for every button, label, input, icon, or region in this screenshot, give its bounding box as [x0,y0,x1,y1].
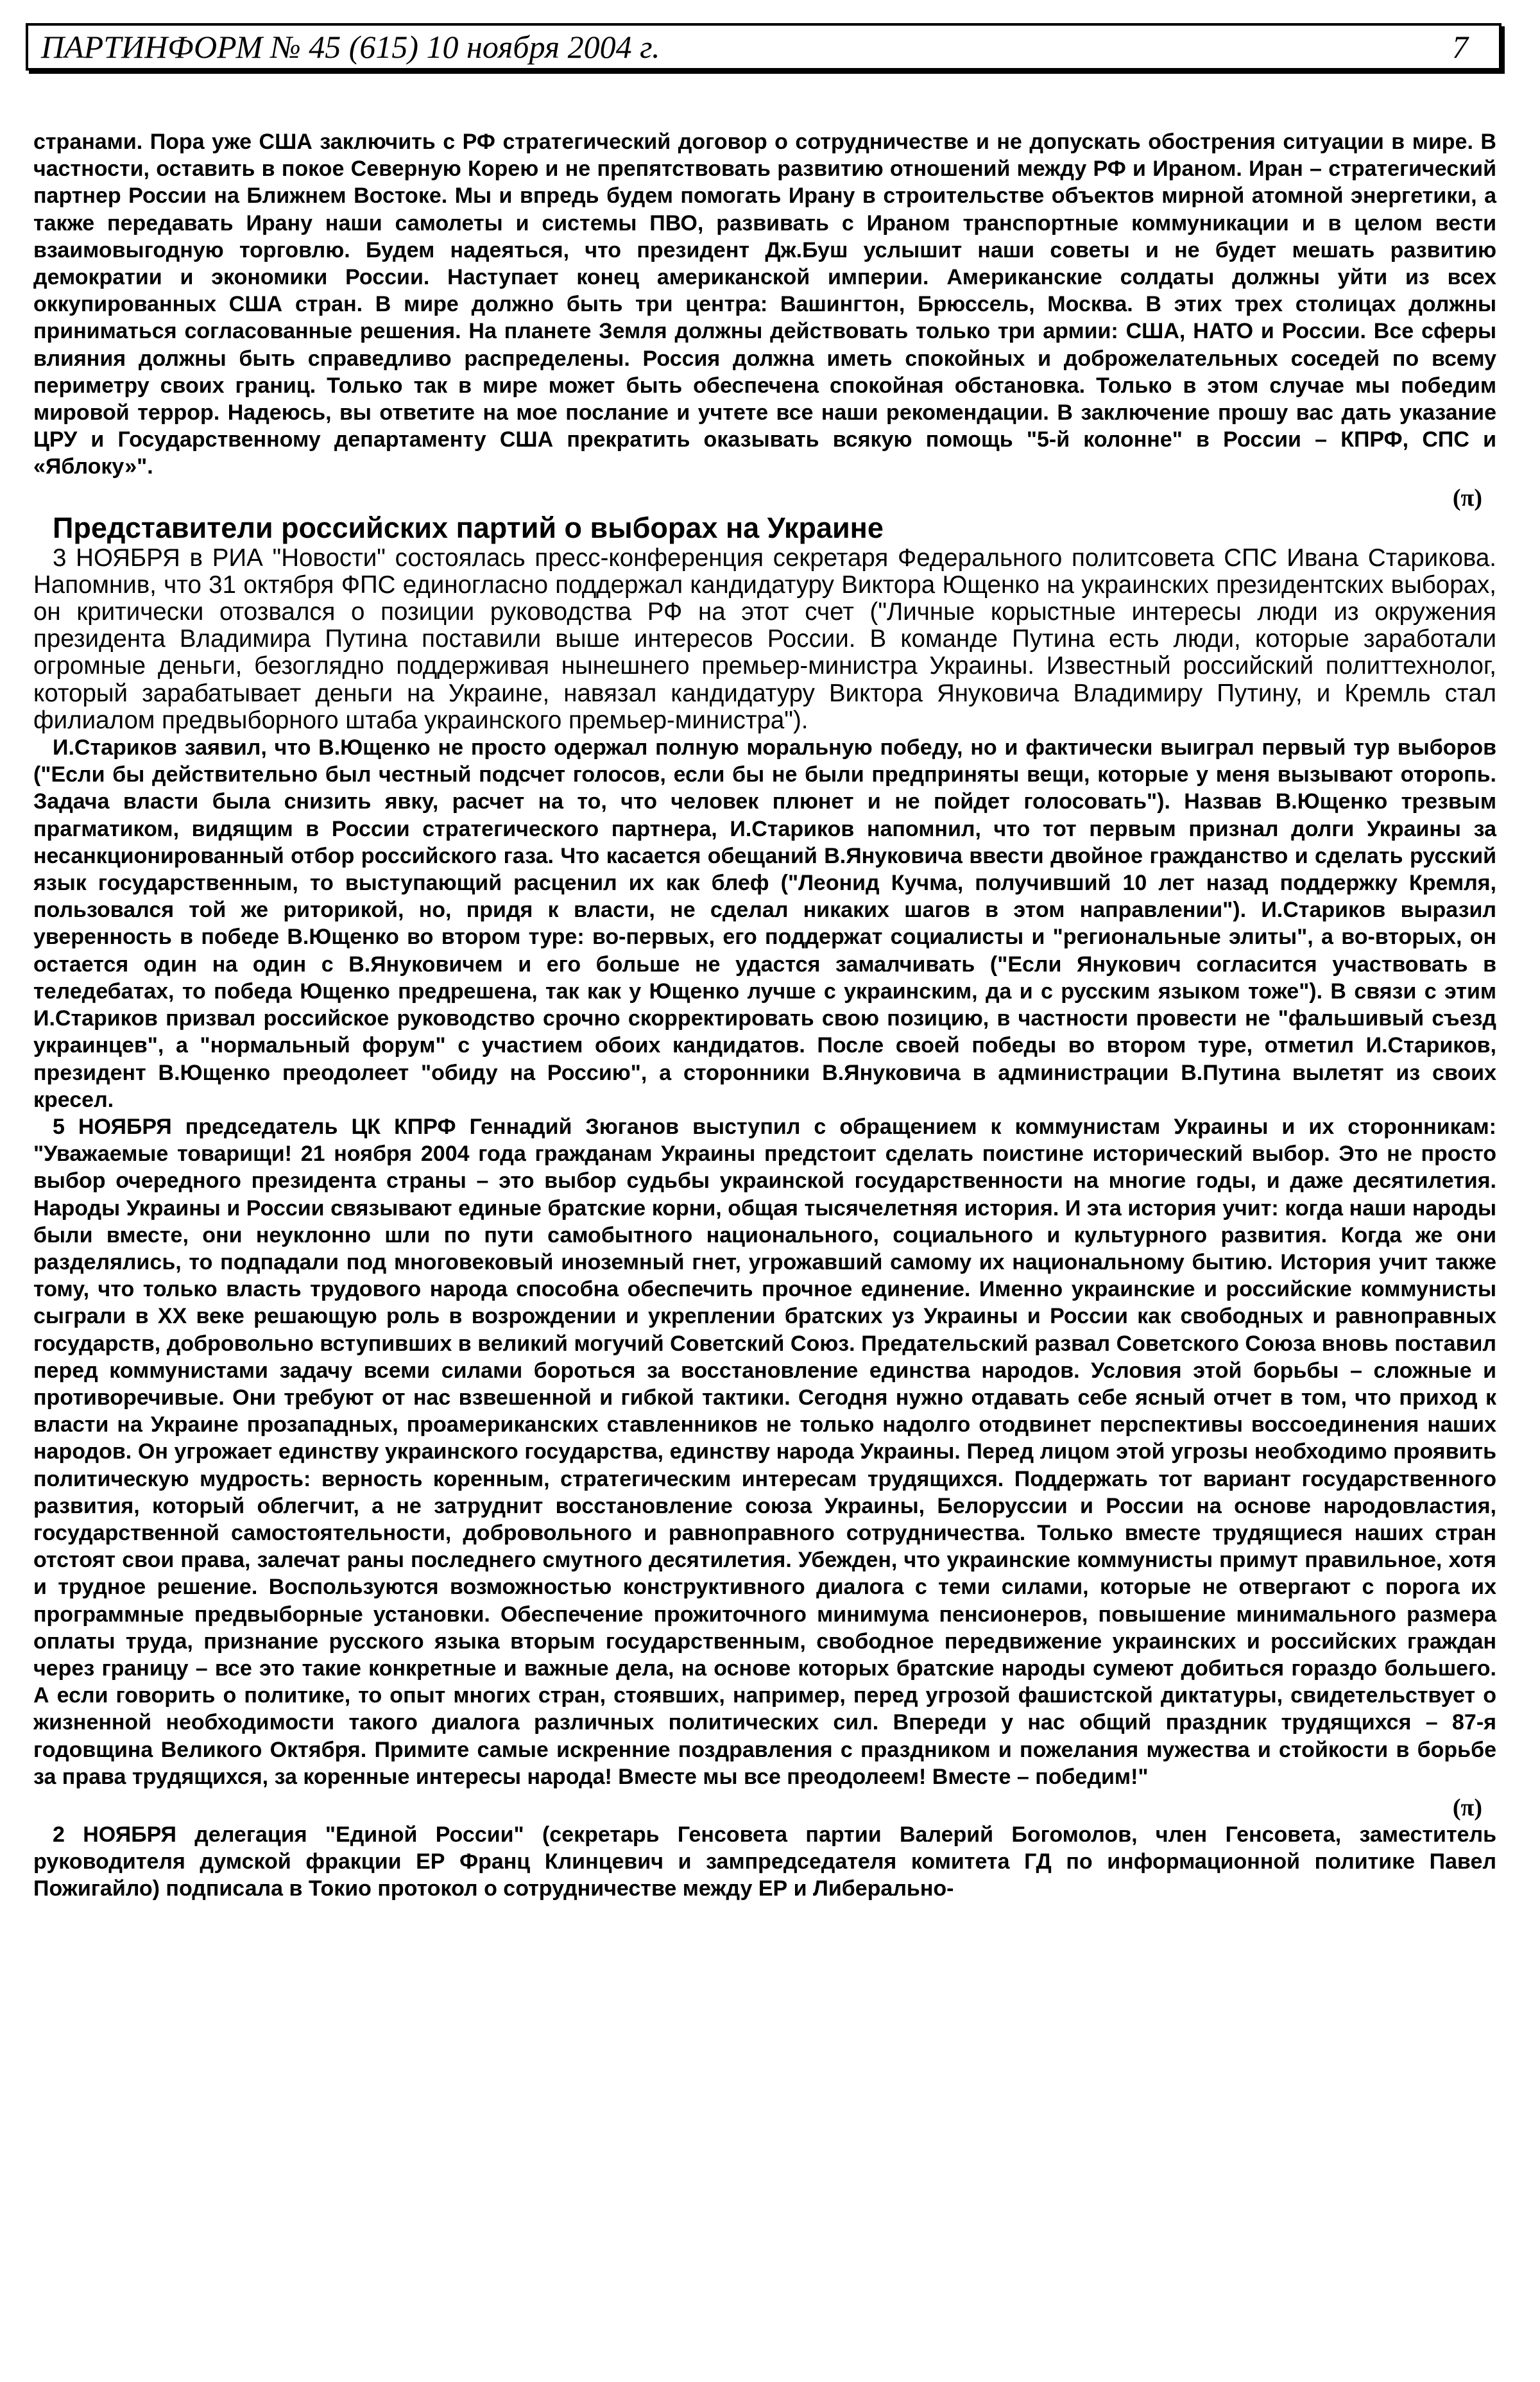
page-header [26,23,1502,71]
publication-title: ПАРТИНФОРМ № 45 (615) 10 ноября 2004 г. [41,29,660,65]
article-body [33,128,1496,1903]
section-heading: Представители российских партий о выборах на Украине [53,511,884,544]
source-mark: (π) [1452,484,1482,511]
source-mark: (π) [1452,1794,1482,1821]
paragraph-nov2: 2 НОЯБРЯ делегация "Единой России" (секретарь Генсовета партии Валерий Богомолов, член Генсовета, заместитель руководителя думской фракции ЕР Франц Клинцевич и зампредседателя комитета ГД по информационной политике Павел Пожигайло) подписала в Токио протокол о сотрудничестве между ЕР и Либерально- [33,1822,1496,1901]
page-number: 7 [1452,29,1468,65]
paragraph-starikov: И.Стариков заявил, что В.Ющенко не просто одержал полную моральную победу, но и фактически выиграл первый тур выборов ("Если бы действительно был честный подсчет голосов, если бы не были предприняты вещи, которые у меня вызывают оторопь. Задача власти была снизить явку, расчет на то, что человек плюнет и не пойдет голосовать"). Назвав В.Ющенко трезвым прагматиком, видящим в России стратегического партнера, И.Стариков напомнил, что тот первым признал долги Украины за несанкционированный отбор российского газа. Что касается обещаний В.Януковича ввести двойное гражданство и сделать русский язык государственным, то выступающий расценил их как блеф ("Леонид Кучма, получивший 10 лет назад поддержку Кремля, пользовался той же риторикой, но, придя к власти, не сделал никаких шагов в этом направлении"). И.Стариков выразил уверенность в победе В.Ющенко во втором туре: во-первых, его поддержат социалисты и "региональные элиты", а во-вторых, он остается один на один с В.Януковичем и его больше не удастся замалчивать ("Если Янукович согласится участвовать в теледебатах, то победа Ющенко предрешена, так как у Ющенко лучше с украинским, да и с русским языком тоже"). В связи с этим И.Стариков призвал российское руководство срочно скорректировать свою позицию, в частности провести не "фальшивый съезд украинцев", а "нормальный форум" с участием обоих кандидатов. После своей победы во втором туре, отметил И.Стариков, президент В.Ющенко преодолеет "обиду на Россию", а сторонники В.Януковича в администрации В.Путина вылетят из своих кресел. [33,735,1496,1112]
paragraph-continued: странами. Пора уже США заключить с РФ стратегический договор о сотрудничестве и не допускать обострения ситуации в мире. В частности, оставить в покое Северную Корею и не препятствовать развитию отношений между РФ и Ираном. Иран – стратегический партнер России на Ближнем Востоке. Мы и впредь будем помогать Ирану в строительстве объектов мирной атомной энергетики, а также передавать Ирану наши самолеты и системы ПВО, развивать с Ираном транспортные коммуникации и в целом вести взаимовыгодную торговлю. Будем надеяться, что президент Дж.Буш услышит наши советы и не будет мешать развитию демократии и экономики России. Наступает конец американской империи. Американские солдаты должны уйти из всех оккупированных США стран. В мире должно быть три центра: Вашингтон, Брюссель, Москва. В этих трех столицах должны приниматься согласованные решения. На планете Земля должны действовать только три армии: США, НАТО и России. Все сферы влияния должны быть справедливо распределены. Россия должна иметь спокойных и доброжелательных соседей по всему периметру своих границ. Только так в мире может быть обеспечена спокойная обстановка. Только в этом случае мы победим мировой террор. Надеюсь, вы ответите на мое послание и учтете все наши рекомендации. В заключение прошу вас дать указание ЦРУ и Государственному департаменту США прекратить оказывать всякую помощь "5-й колонне" в России – КПРФ, СПС и «Яблоку»". [33,130,1496,479]
paragraph-nov3: 3 НОЯБРЯ в РИА "Новости" состоялась пресс-конференция секретаря Федерального политсовета СПС Ивана Старикова. Напомнив, что 31 октября ФПС единогласно поддержал кандидатуру Виктора Ющенко на украинских президентских выборах, он критически отозвался о позиции руководства РФ на этот счет ("Личные корыстные интересы люди из окружения президента Владимира Путина поставили выше интересов России. В команде Путина есть люди, которые заработали огромные деньги, безоглядно поддерживая нынешнего премьер-министра Украины. Известный российский политтехнолог, который зарабатывает деньги на Украине, навязал кандидатуру Виктора Януковича Владимиру Путину, и Кремль стал филиалом предвыборного штаба украинского премьер-министра"). [33,544,1496,734]
paragraph-nov5-zyuganov: 5 НОЯБРЯ председатель ЦК КПРФ Геннадий Зюганов выступил с обращением к коммунистам Украины и их сторонникам: "Уважаемые товарищи! 21 ноября 2004 года гражданам Украины предстоит сделать поистине исторический выбор. Это не просто выбор очередного президента страны – это выбор судьбы украинской государственности на многие годы, и даже десятилетия. Народы Украины и России связывают единые братские корни, общая тысячелетняя история. И эта история учит: когда наши народы были вместе, они неуклонно шли по пути самобытного национального, социального и культурного развития. Когда же они разделялись, то подпадали под многовековый иноземный гнет, угрожавший самому их национальному бытию. История учит также тому, что только власть трудового народа способна обеспечить прочное единение. Именно украинские и российские коммунисты сыграли в XX веке решающую роль в возрождении и укреплении братских уз Украины и России как свободных и равноправных государств, добровольно вступивших в великий могучий Советский Союз. Предательский развал Советского Союза вновь поставил перед коммунистами задачу всеми силами бороться за восстановление единства народов. Условия этой борьбы – сложные и противоречивые. Они требуют от нас взвешенной и гибкой тактики. Сегодня нужно отдавать себе ясный отчет в том, что приход к власти на Украине прозападных, проамериканских ставленников не только надолго отодвинет перспективы воссоединения наших народов. Он угрожает единству украинского государства, единству народа Украины. Перед лицом этой угрозы необходимо проявить политическую мудрость: верность коренным, стратегическим интересам трудящихся. Поддержать тот вариант государственного развития, который облегчит, а не затруднит восстановление союза Украины, Белоруссии и России на основе народовластия, государственной самостоятельности, добровольного и равноправного сотрудничества. Только вместе трудящиеся наших стран отстоят свои права, залечат раны последнего смутного десятилетия. Убежден, что украинские коммунисты примут правильное, хотя и трудное решение. Воспользуются возможностью конструктивного диалога с теми силами, которые не отвергают с порога их программные предвыборные установки. Обеспечение прожиточного минимума пенсионеров, повышение минимального размера оплаты труда, признание русского языка вторым государственным, свободное передвижение украинских и российских граждан через границу – все это такие конкретные и важные дела, на основе которых братские народы сумеют добиться гораздо большего. А если говорить о политике, то опыт многих стран, стоявших, например, перед угрозой фашистской диктатуры, свидетельствует о жизненной необходимости такого диалога различных политических сил. Впереди у нас общий праздник трудящихся – 87-я годовщина Великого Октября. Примите самые искренние поздравления с праздником и пожелания мужества и стойкости в борьбе за права трудящихся, за коренные интересы народа! Вместе мы все преодолеем! Вместе – победим!" [33,1114,1496,1789]
